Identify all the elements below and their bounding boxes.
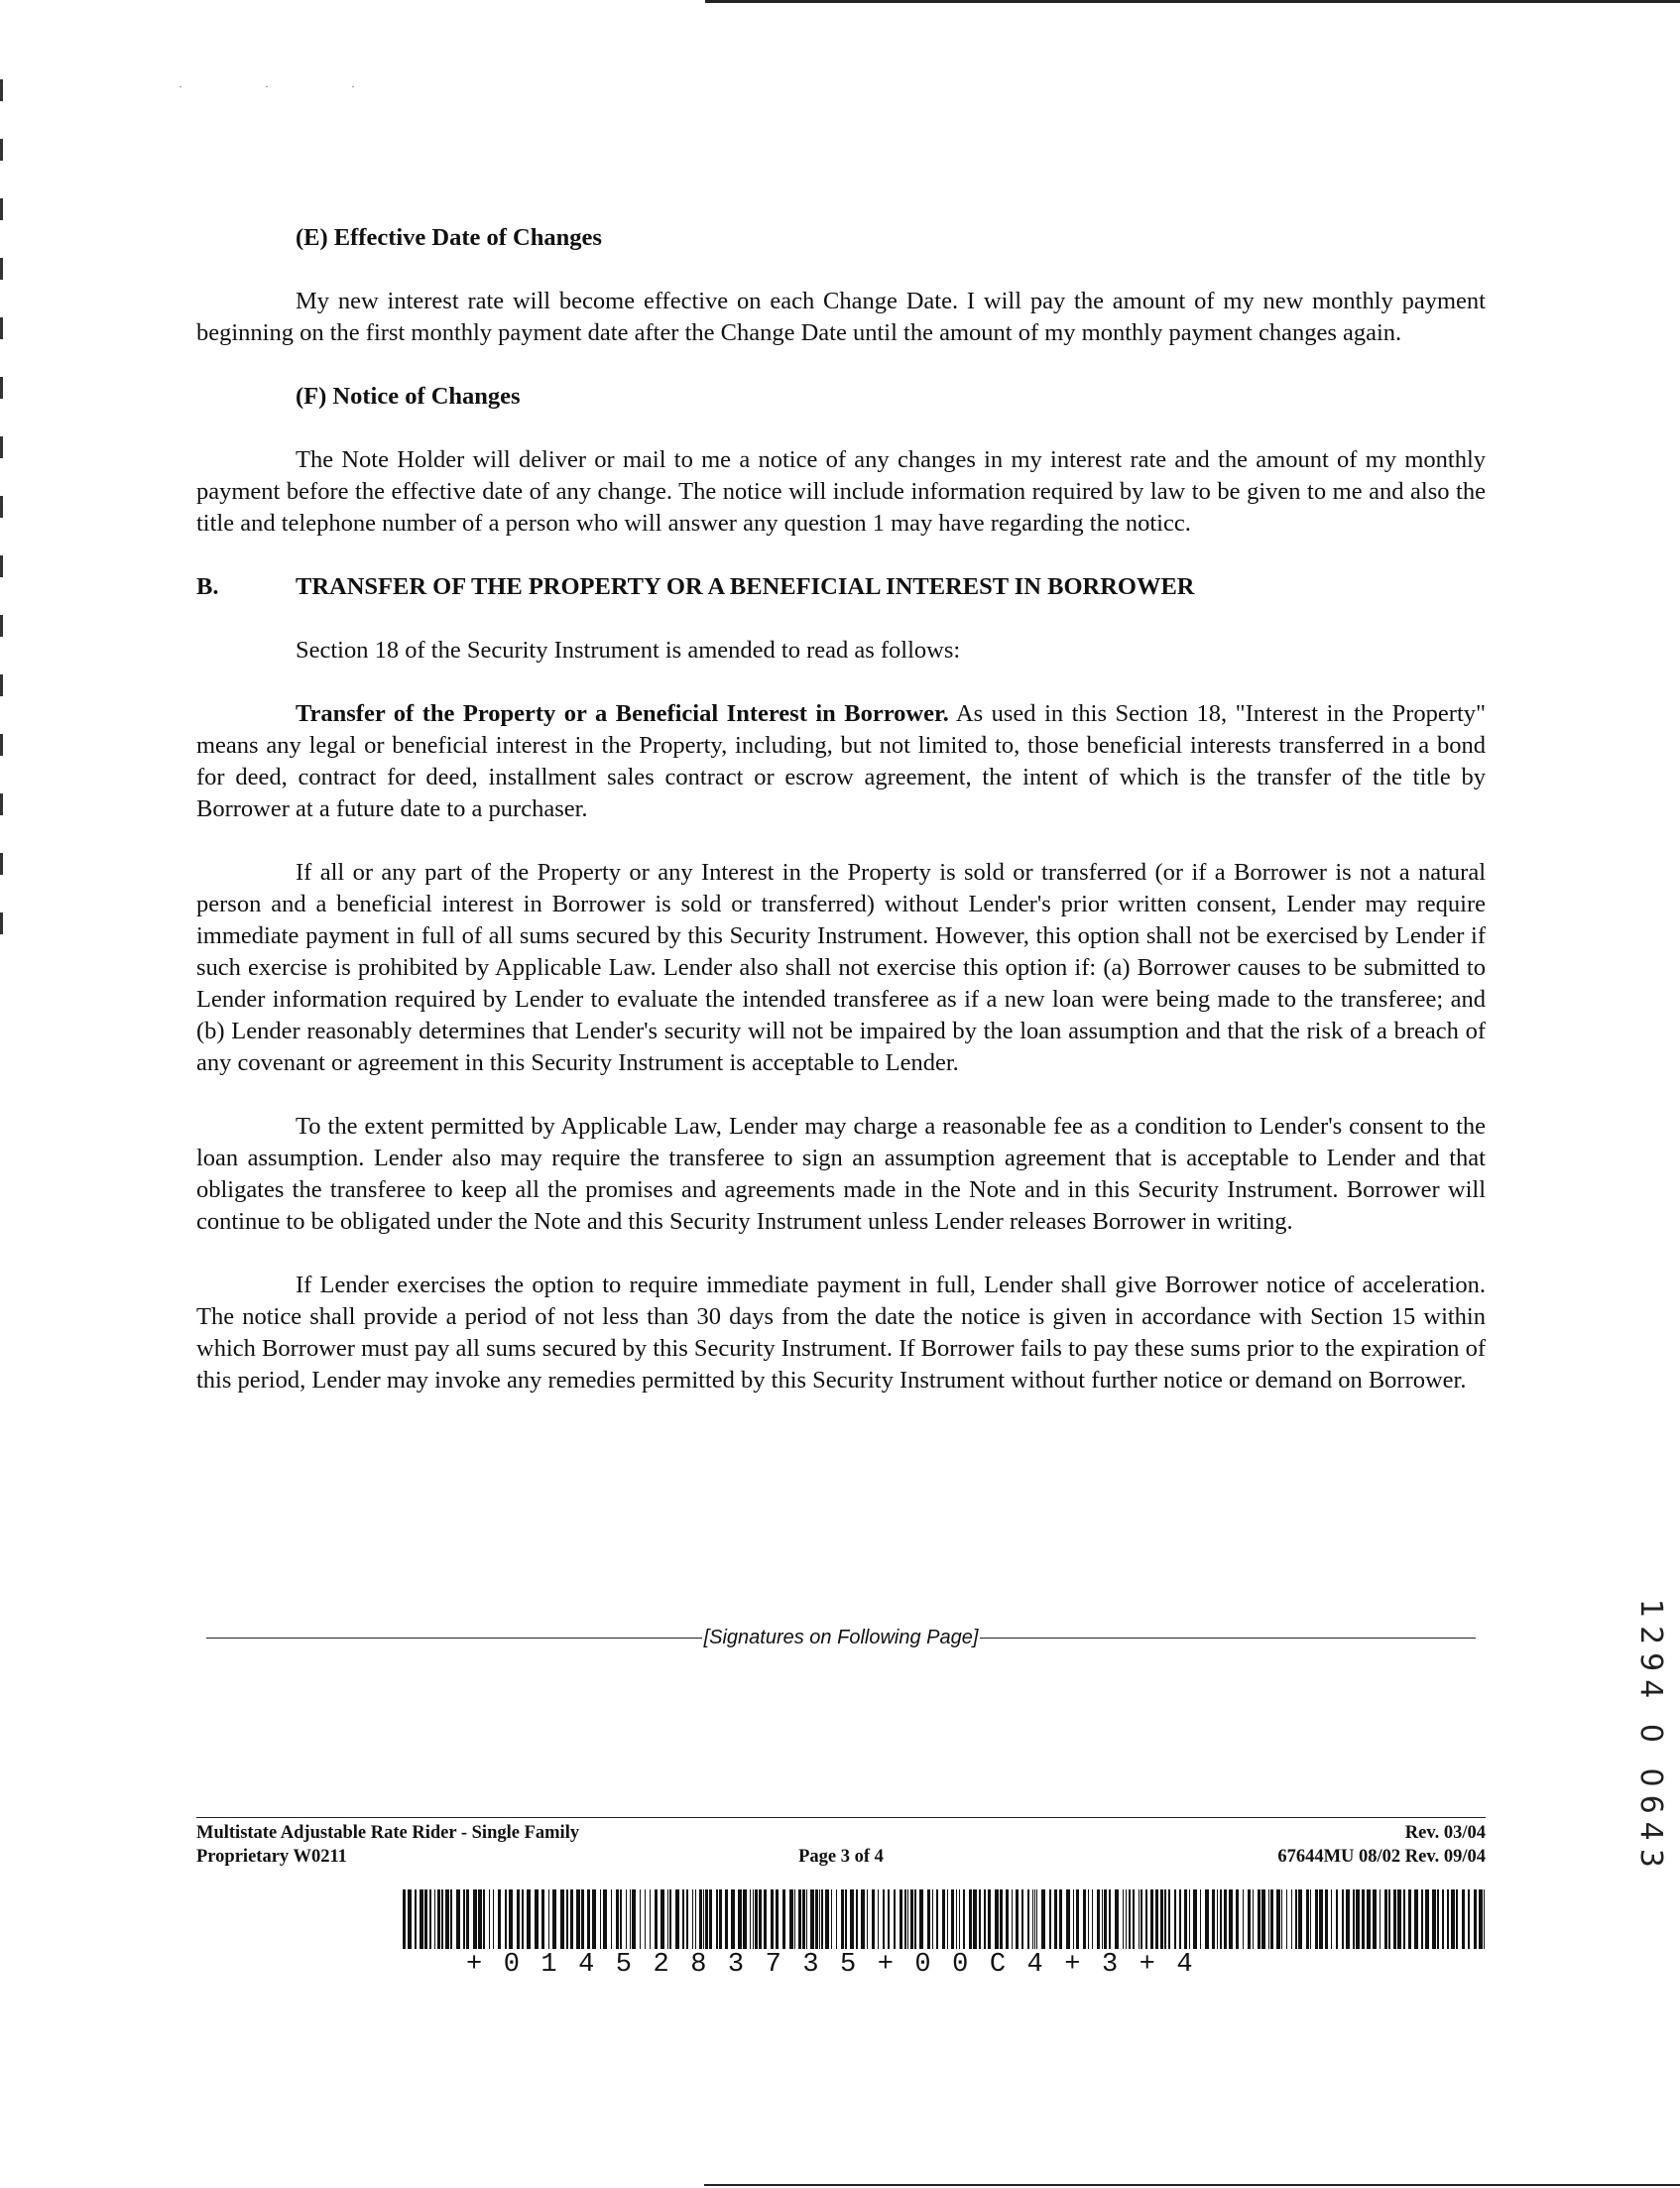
barcode-bar (1291, 1889, 1292, 1949)
barcode-bar (640, 1889, 641, 1949)
barcode-bar (1373, 1889, 1377, 1949)
barcode-bar (743, 1889, 747, 1949)
barcode-bar (825, 1889, 829, 1949)
barcode-bar (493, 1889, 494, 1949)
barcode-bar (936, 1889, 938, 1949)
section-b-heading (196, 571, 1486, 603)
barcode-bar (1331, 1889, 1332, 1949)
barcode-bar (1129, 1889, 1131, 1949)
barcode-bar (600, 1889, 601, 1949)
barcode-bar (1115, 1889, 1119, 1949)
barcode-bar (942, 1889, 945, 1949)
barcode-bar (1059, 1889, 1062, 1949)
barcode-bar (517, 1889, 520, 1949)
barcode-bar (632, 1889, 636, 1949)
barcode-bar (819, 1889, 820, 1949)
barcode-bar (437, 1889, 440, 1949)
barcode-bar (1179, 1889, 1181, 1949)
barcode-bar (725, 1889, 728, 1949)
barcode-bar (1145, 1889, 1147, 1949)
barcode-bar (1342, 1889, 1344, 1949)
barcode-bar (611, 1889, 612, 1949)
scan-edge-top (0, 0, 1680, 3)
footer-page-number: Page 3 of 4 (798, 1847, 884, 1867)
section-b-para-2: If all or any part of the Property or any Interest in the Property is sold or transferred (or if a Borrower is not a natural person and a beneficial interest in Borrower is sold or transferred) without Lender's prior written consent, Lender may require immediate payment in full of all sums secured by this Security Instrument. However, this option shall not be exercised by Lender if such exercise is prohibited by Applicable Law. Lender also shall not exercise this option if: (a) Borrower causes to be submitted to Lender information required by Lender to evaluate the intended transferee as if a new loan were being made to the transferee; and (b) Lender reasonably determines that Lender's security will not be impaired by the loan assumption and that the risk of a breach of any covenant or agreement in this Security Instrument is acceptable to Lender. (196, 859, 1486, 1076)
section-b-para-4: If Lender exercises the option to require immediate payment in full, Lender shall give Borrower notice of acceleration. The notice shall provide a period of not less than 30 days from the date the notice is given in accordance with Section 15 within which Borrower must pay all sums secured by this Security Instrument. If Borrower fails to pay these sums prior to the expiration of this period, Lender may invoke any remedies permitted by this Security Instrument without further notice or demand on Borrower. (196, 1272, 1486, 1394)
barcode-bar (1276, 1889, 1280, 1949)
barcode-bar (973, 1889, 977, 1949)
barcode-bar (669, 1889, 671, 1949)
barcode-bar (1200, 1889, 1201, 1949)
barcode-bar (764, 1889, 767, 1949)
barcode-bar (408, 1889, 412, 1949)
section-b-letter: B. (196, 573, 219, 600)
barcode-bar (969, 1889, 972, 1949)
barcode-bar (907, 1889, 908, 1949)
barcode-bar (810, 1889, 814, 1949)
barcode-bar (947, 1889, 948, 1949)
barcode-bar (699, 1889, 702, 1949)
barcode-bar (836, 1889, 837, 1949)
barcode-bar (1270, 1889, 1273, 1949)
barcode-bar (782, 1889, 785, 1949)
barcode-bar (1205, 1889, 1209, 1949)
barcode-bar (1236, 1889, 1239, 1949)
barcode-bar (1336, 1889, 1338, 1949)
scan-specks: · · · (179, 79, 395, 93)
barcode-bar (841, 1889, 844, 1949)
barcode-bar (1229, 1889, 1233, 1949)
barcode-bar (1474, 1889, 1477, 1949)
section-f-text: The Note Holder will deliver or mail to me a notice of any changes in my interest rate and the amount of my monthly payment before the effective date of any change. The notice will include information required by law to be given to me and also the title and telephone number of a person who will answer any question 1 may have regarding the noticc. (196, 446, 1486, 537)
margin-document-number: 1294 0 0643 (1633, 1599, 1668, 1876)
barcode-bar (731, 1889, 735, 1949)
barcode-bar (1016, 1889, 1019, 1949)
barcode-bar (441, 1889, 443, 1949)
barcode-bar (450, 1889, 452, 1949)
barcode-bar (1414, 1889, 1418, 1949)
barcode-bar (1306, 1889, 1309, 1949)
barcode-bar (1006, 1889, 1009, 1949)
barcode-bar (719, 1889, 722, 1949)
barcode-bar (802, 1889, 805, 1949)
barcode-bar (771, 1889, 774, 1949)
barcode-bar (1310, 1889, 1311, 1949)
barcode-bar (883, 1889, 885, 1949)
barcode-bar (478, 1889, 482, 1949)
barcode-bar (750, 1889, 751, 1949)
barcode-bar (1193, 1889, 1197, 1949)
barcode-bar (753, 1889, 754, 1949)
barcode (403, 1889, 1486, 1949)
footer (196, 1821, 1486, 1869)
barcode-bar (1325, 1889, 1328, 1949)
barcode-bar (466, 1889, 469, 1949)
barcode-bar (682, 1889, 684, 1949)
barcode-bar (914, 1889, 916, 1949)
scan-marks-left (0, 79, 3, 972)
barcode-bar (626, 1889, 627, 1949)
barcode-bar (1123, 1889, 1124, 1949)
barcode-bar (1295, 1889, 1297, 1949)
signature-notice: [Signatures on Following Page] (703, 1627, 979, 1648)
barcode-bar (616, 1889, 619, 1949)
barcode-bar (456, 1889, 460, 1949)
section-b-title: TRANSFER OF THE PROPERTY OR A BENEFICIAL INTEREST IN BORROWER (296, 573, 1195, 600)
barcode-bar (1174, 1889, 1176, 1949)
scan-edge-bottom (0, 2184, 1680, 2186)
barcode-bar (1054, 1889, 1057, 1949)
barcode-bar (1421, 1889, 1423, 1949)
signature-notice-line (206, 1627, 1476, 1649)
barcode-bar (878, 1889, 879, 1949)
barcode-bar (963, 1889, 965, 1949)
barcode-bar (424, 1889, 427, 1949)
barcode-bar (1456, 1889, 1458, 1949)
barcode-bar (1133, 1889, 1135, 1949)
barcode-bar (1073, 1889, 1074, 1949)
barcode-bar (1036, 1889, 1037, 1949)
barcode-bar (904, 1889, 906, 1949)
barcode-bar (675, 1889, 679, 1949)
barcode-bar (988, 1889, 991, 1949)
barcode-bar (630, 1889, 631, 1949)
barcode-bar (667, 1889, 668, 1949)
barcode-bar (1184, 1889, 1187, 1949)
barcode-bar (660, 1889, 664, 1949)
barcode-bar (489, 1889, 490, 1949)
barcode-bar (548, 1889, 549, 1949)
barcode-bar (995, 1889, 999, 1949)
barcode-bar (831, 1889, 832, 1949)
barcode-bar (1346, 1889, 1350, 1949)
barcode-bar (959, 1889, 960, 1949)
barcode-bar (420, 1889, 423, 1949)
section-b-para-3: To the extent permitted by Applicable Law, Lender may charge a reasonable fee as a condition to Lender's consent to the loan assumption. Lender also may require the transferee to sign an assumption agreement that is acceptable to Lender and that obligates the transferee to keep all the promises and agreements made in the Note and in this Security Instrument. Borrower will continue to be obligated under the Note and this Security Instrument unless Lender releases Borrower in writing. (196, 1113, 1486, 1235)
barcode-bar (716, 1889, 718, 1949)
barcode-bar (755, 1889, 758, 1949)
barcode-bar (1479, 1889, 1483, 1949)
barcode-bar (1451, 1889, 1455, 1949)
barcode-bar (789, 1889, 793, 1949)
barcode-text: +0145283735+00C4+3+4 (466, 1950, 1215, 1980)
barcode-bar (527, 1889, 531, 1949)
barcode-bar (434, 1889, 435, 1949)
barcode-bar (1462, 1889, 1465, 1949)
barcode-bar (1362, 1889, 1365, 1949)
barcode-bar (1034, 1889, 1035, 1949)
barcode-bar (1083, 1889, 1086, 1949)
barcode-bar (1388, 1889, 1390, 1949)
barcode-bar (1353, 1889, 1355, 1949)
barcode-bar (703, 1889, 704, 1949)
barcode-bar (522, 1889, 524, 1949)
barcode-bar (1220, 1889, 1222, 1949)
barcode-bar (1000, 1889, 1003, 1949)
barcode-bar (1012, 1889, 1013, 1949)
barcode-bar (1286, 1889, 1287, 1949)
barcode-bar (1468, 1889, 1470, 1949)
barcode-bar (1268, 1889, 1269, 1949)
barcode-bar (1160, 1889, 1163, 1949)
barcode-bar (759, 1889, 762, 1949)
barcode-bar (1102, 1889, 1103, 1949)
barcode-bar (984, 1889, 986, 1949)
barcode-bar (1066, 1889, 1070, 1949)
barcode-bar (473, 1889, 477, 1949)
signature-rule-right (980, 1638, 1476, 1639)
barcode-bar (603, 1889, 607, 1949)
barcode-bar (1243, 1889, 1244, 1949)
barcode-bar (1224, 1889, 1227, 1949)
barcode-bar (1168, 1889, 1170, 1949)
barcode-bar (932, 1889, 933, 1949)
barcode-bar (705, 1889, 708, 1949)
barcode-bar (1408, 1889, 1411, 1949)
section-e-text: My new interest rate will become effective on each Change Date. I will pay the amount of my new monthly payment beginning on the first monthly payment date after the Change Date until the amount of my monthly payment changes again. (196, 288, 1486, 346)
document-body (196, 222, 1486, 1397)
barcode-bar (927, 1889, 930, 1949)
barcode-bar (1097, 1889, 1100, 1949)
barcode-bar (415, 1889, 417, 1949)
barcode-bar (910, 1889, 913, 1949)
barcode-bar (1049, 1889, 1051, 1949)
barcode-bar (566, 1889, 568, 1949)
barcode-bar (587, 1889, 590, 1949)
barcode-bar (794, 1889, 795, 1949)
barcode-bar (1298, 1889, 1302, 1949)
footer-form-code: 67644MU 08/02 Rev. 09/04 (1277, 1847, 1486, 1867)
barcode-bar (1032, 1889, 1033, 1949)
barcode-bar (1092, 1889, 1093, 1949)
barcode-bar (560, 1889, 564, 1949)
barcode-bar (541, 1889, 544, 1949)
barcode-bar (861, 1889, 865, 1949)
barcode-bar (1212, 1889, 1215, 1949)
barcode-bar (1104, 1889, 1107, 1949)
barcode-bar (1189, 1889, 1190, 1949)
barcode-bar (1384, 1889, 1387, 1949)
barcode-bar (919, 1889, 923, 1949)
barcode-bar (592, 1889, 596, 1949)
barcode-bar (951, 1889, 954, 1949)
footer-divider (196, 1817, 1486, 1818)
barcode-bar (894, 1889, 896, 1949)
barcode-bar (1041, 1889, 1045, 1949)
barcode-bar (872, 1889, 875, 1949)
barcode-bar (535, 1889, 539, 1949)
barcode-bar (1076, 1889, 1079, 1949)
barcode-bar (1397, 1889, 1401, 1949)
barcode-bar (650, 1889, 651, 1949)
barcode-bar (552, 1889, 556, 1949)
footer-form-title: Multistate Adjustable Rate Rider - Single Family (196, 1823, 580, 1843)
barcode-bar (463, 1889, 465, 1949)
barcode-bar (1393, 1889, 1396, 1949)
barcode-bar (1258, 1889, 1260, 1949)
barcode-bar (1403, 1889, 1405, 1949)
barcode-bar (655, 1889, 658, 1949)
barcode-bar (1261, 1889, 1265, 1949)
barcode-bar (1217, 1889, 1218, 1949)
barcode-bar (509, 1889, 513, 1949)
barcode-bar (738, 1889, 742, 1949)
section-f-heading: (F) Notice of Changes (296, 383, 521, 410)
barcode-bar (576, 1889, 580, 1949)
barcode-bar (821, 1889, 823, 1949)
barcode-bar (1425, 1889, 1429, 1949)
barcode-bar (498, 1889, 501, 1949)
barcode-bar (815, 1889, 818, 1949)
barcode-bar (850, 1889, 854, 1949)
barcode-bar (798, 1889, 801, 1949)
section-b-intro: Section 18 of the Security Instrument is amended to read as follows: (296, 637, 961, 664)
barcode-bar (1150, 1889, 1153, 1949)
barcode-bar (445, 1889, 449, 1949)
run-in-title: Transfer of the Property or a Beneficial Interest in Borrower. (296, 700, 949, 727)
barcode-bar (867, 1889, 868, 1949)
barcode-bar (1281, 1889, 1282, 1949)
barcode-bar (403, 1889, 406, 1949)
barcode-bar (1367, 1889, 1371, 1949)
barcode-bar (856, 1889, 858, 1949)
barcode-bar (570, 1889, 573, 1949)
barcode-bar (645, 1889, 646, 1949)
footer-proprietary: Proprietary W0211 (196, 1847, 347, 1867)
barcode-bar (776, 1889, 779, 1949)
barcode-bar (1319, 1889, 1323, 1949)
barcode-bar (620, 1889, 622, 1949)
barcode-bar (692, 1889, 693, 1949)
barcode-bar (888, 1889, 890, 1949)
barcode-bar (1027, 1889, 1029, 1949)
barcode-bar (686, 1889, 688, 1949)
barcode-bar (956, 1889, 957, 1949)
barcode-bar (1139, 1889, 1140, 1949)
barcode-bar (1155, 1889, 1158, 1949)
section-e-heading: (E) Effective Date of Changes (296, 224, 602, 251)
barcode-bar (845, 1889, 847, 1949)
barcode-bar (1315, 1889, 1318, 1949)
barcode-bar (1356, 1889, 1360, 1949)
barcode-bar (1126, 1889, 1127, 1949)
barcode-bar (709, 1889, 712, 1949)
barcode-bar (1437, 1889, 1439, 1949)
section-b-para-1 (196, 698, 1486, 825)
footer-rev-top: Rev. 03/04 (1404, 1823, 1486, 1843)
barcode-bar (1248, 1889, 1251, 1949)
barcode-bar (1021, 1889, 1023, 1949)
barcode-bar (1447, 1889, 1449, 1949)
barcode-bar (429, 1889, 431, 1949)
barcode-bar (1253, 1889, 1254, 1949)
barcode-bar (483, 1889, 485, 1949)
signature-rule-left (206, 1638, 702, 1639)
barcode-bar (1484, 1889, 1485, 1949)
barcode-bar (581, 1889, 584, 1949)
barcode-bar (1432, 1889, 1436, 1949)
barcode-bar (505, 1889, 507, 1949)
barcode-bar (979, 1889, 981, 1949)
barcode-bar (1164, 1889, 1166, 1949)
barcode-bar (1442, 1889, 1444, 1949)
barcode-bar (1140, 1889, 1142, 1949)
barcode-bar (900, 1889, 902, 1949)
barcode-bar (806, 1889, 807, 1949)
barcode-bar (1109, 1889, 1111, 1949)
barcode-bar (695, 1889, 696, 1949)
section-b-para-1-text: As used in this Section 18, "Interest in the Property" means any legal or beneficial interest in the Property, including, but not limited to, those beneficial interests transferred in a bond for deed, contract for deed, installment sales contract or escrow agreement, the intent of which is the transfer of the title by Borrower at a future date to a purchaser. (196, 700, 1486, 822)
barcode-bar (1088, 1889, 1089, 1949)
